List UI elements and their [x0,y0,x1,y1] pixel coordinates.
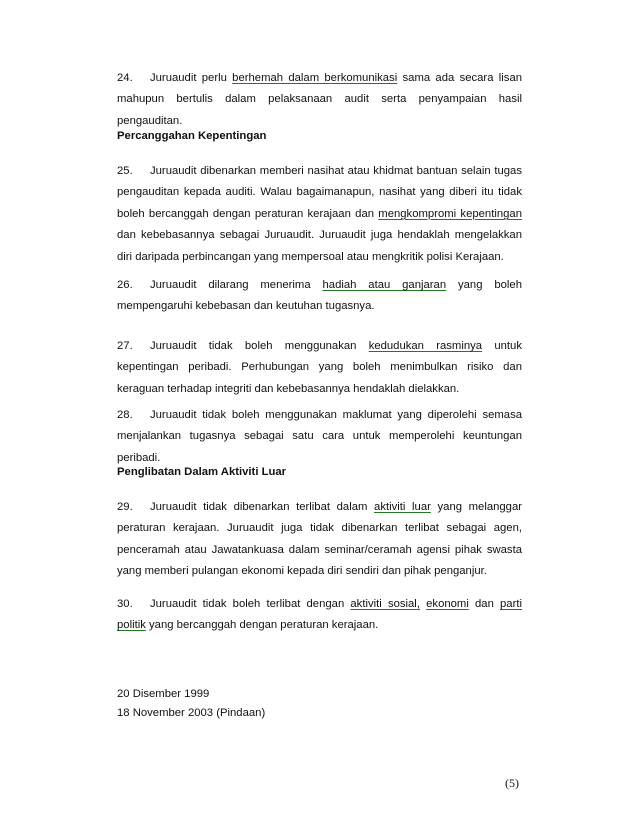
paragraph-26 [117,275,522,318]
underlined-phrase: ekonomi [426,598,469,610]
paragraph-text: yang bercanggah dengan peraturan kerajaan. [145,619,379,632]
paragraph-text: Juruaudit dilarang menerima [150,279,323,291]
underlined-phrase: parti politik [117,598,522,632]
paragraph-text: dan kebebasannya sebagai Juruaudit. Juruaudit juga hendaklah mengelakkan diri daripada perbincangan yang mempersoal atau mengkritik polisi Kerajaan. [117,229,522,263]
paragraph-text: yang melanggar peraturan kerajaan. Juruaudit juga tidak dibenarkan terlibat sebagai agen, penceramah atau Jawatankuasa dalam seminar/ceramah agensi pihak swasta yang memberi pulangan ekonomi kepada diri sendiri dan pihak penganjur. [117,501,523,578]
paragraph-text: yang boleh mempengaruhi kebebasan dan keutuhan tugasnya. [117,279,522,313]
paragraph-number: 25. [117,165,133,177]
date-amendment: 18 November 2003 (Pindaan) [117,707,266,719]
paragraph-text: Juruaudit tidak boleh menggunakan [150,340,369,352]
underlined-phrase: aktiviti luar [374,501,431,513]
paragraph-number: 24. [117,72,133,84]
paragraph-25 [117,161,522,268]
paragraph-text: untuk kepentingan peribadi. Perhubungan yang boleh menimbulkan risiko dan keraguan terhadap integriti dan kebebasannya hendaklah dielakkan. [117,340,522,395]
section-heading-percanggahan: Percanggahan Kepentingan [117,130,267,142]
paragraph-29 [117,497,522,583]
paragraph-30 [117,594,522,637]
paragraph-24 [117,68,522,132]
underlined-phrase: hadiah atau ganjaran [322,279,447,291]
paragraph-number: 27. [117,340,133,352]
paragraph-number: 29. [117,501,133,513]
paragraph-text: sama ada secara lisan mahupun bertulis dalam pelaksanaan audit serta penyampaian hasil pengauditan. [117,72,523,127]
paragraph-text: Juruaudit dibenarkan memberi nasihat atau khidmat bantuan selain tugas pengauditan kepada auditi. Walau bagaimanapun, nasihat yang diberi itu tidak boleh bercanggah dengan peraturan kerajaan dan [117,165,522,220]
paragraph-number: 30. [117,598,133,610]
paragraph-text: Juruaudit tidak dibenarkan terlibat dalam [150,501,375,513]
paragraph-text: Juruaudit tidak boleh terlibat dengan [150,598,351,610]
underlined-phrase: aktiviti sosial, [350,598,420,610]
page-number: (5) [505,776,519,790]
paragraph-text: Juruaudit tidak boleh menggunakan maklumat yang diperolehi semasa menjalankan tugasnya sebagai satu cara untuk memperolehi keuntungan peribadi. [117,409,522,464]
paragraph-number: 28. [117,409,133,421]
section-heading-penglibatan: Penglibatan Dalam Aktiviti Luar [117,466,287,478]
paragraph-text: Juruaudit perlu [150,72,233,84]
paragraph-text: dan [468,598,501,610]
paragraph-number: 26. [117,279,133,291]
paragraph-27 [117,336,522,400]
paragraph-28 [117,405,522,469]
underlined-phrase: mengkompromi kepentingan [378,207,522,220]
underlined-phrase: berhemah dalam berkomunikasi [232,72,398,84]
underlined-phrase: kedudukan rasminya [368,340,483,352]
date-original: 20 Disember 1999 [117,688,210,700]
